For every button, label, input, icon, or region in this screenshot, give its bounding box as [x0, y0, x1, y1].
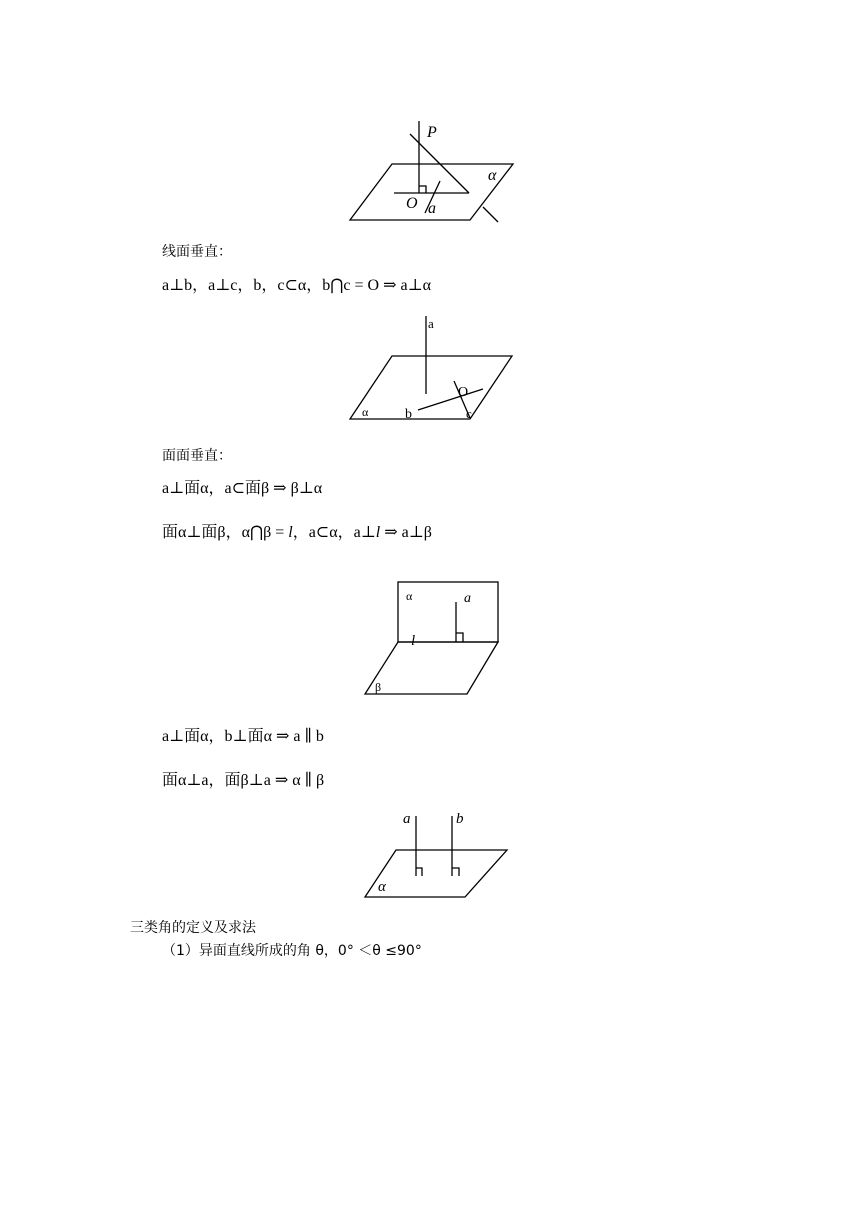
formula-part-1: 面α⊥面β，α⋂β =	[162, 524, 289, 541]
label-beta: β	[375, 680, 382, 694]
label-b: b	[405, 407, 412, 422]
label-alpha: α	[406, 589, 413, 603]
heading-plane-plane-perpendicular: 面面垂直：	[162, 449, 232, 464]
formula-l-2: l	[375, 524, 381, 541]
label-a: a	[428, 200, 436, 217]
label-alpha: α	[362, 405, 369, 419]
label-a: a	[428, 316, 434, 331]
label-alpha: α	[378, 879, 386, 895]
plane-alpha	[365, 850, 507, 897]
heading-line-plane-perpendicular: 线面垂直：	[162, 245, 232, 260]
right-angle-mark-a	[416, 868, 422, 876]
label-o: O	[458, 385, 469, 400]
formula-parallel-lines: a⊥面α，b⊥面α ⇒ a ∥ b	[162, 728, 324, 745]
label-p: P	[427, 124, 437, 141]
label-o: O	[406, 195, 418, 212]
formula-l-1: l	[288, 524, 293, 541]
heading-three-angles: 三类角的定义及求法	[130, 920, 256, 936]
label-a: a	[403, 811, 411, 827]
label-b: b	[456, 811, 464, 827]
item-skew-lines-angle: （1）异面直线所成的角 θ，0° ＜θ ≤90°	[162, 943, 422, 959]
formula-part-3: ⇒ a⊥β	[380, 524, 432, 541]
formula-parallel-planes: 面α⊥a，面β⊥a ⇒ α ∥ β	[162, 772, 325, 789]
label-a: a	[464, 591, 471, 606]
formula-plane-plane-1: a⊥面α，a⊂面β ⇒ β⊥α	[162, 480, 323, 497]
formula-part-2: ，a⊂α，a⊥	[292, 524, 376, 541]
formula-line-plane: a⊥b，a⊥c，b，c⊂α，b⋂c = O ⇒ a⊥α	[162, 277, 432, 294]
label-l: l	[411, 633, 416, 649]
right-angle-mark-b	[452, 868, 459, 876]
label-c: c	[466, 406, 472, 421]
label-alpha: α	[488, 167, 497, 184]
